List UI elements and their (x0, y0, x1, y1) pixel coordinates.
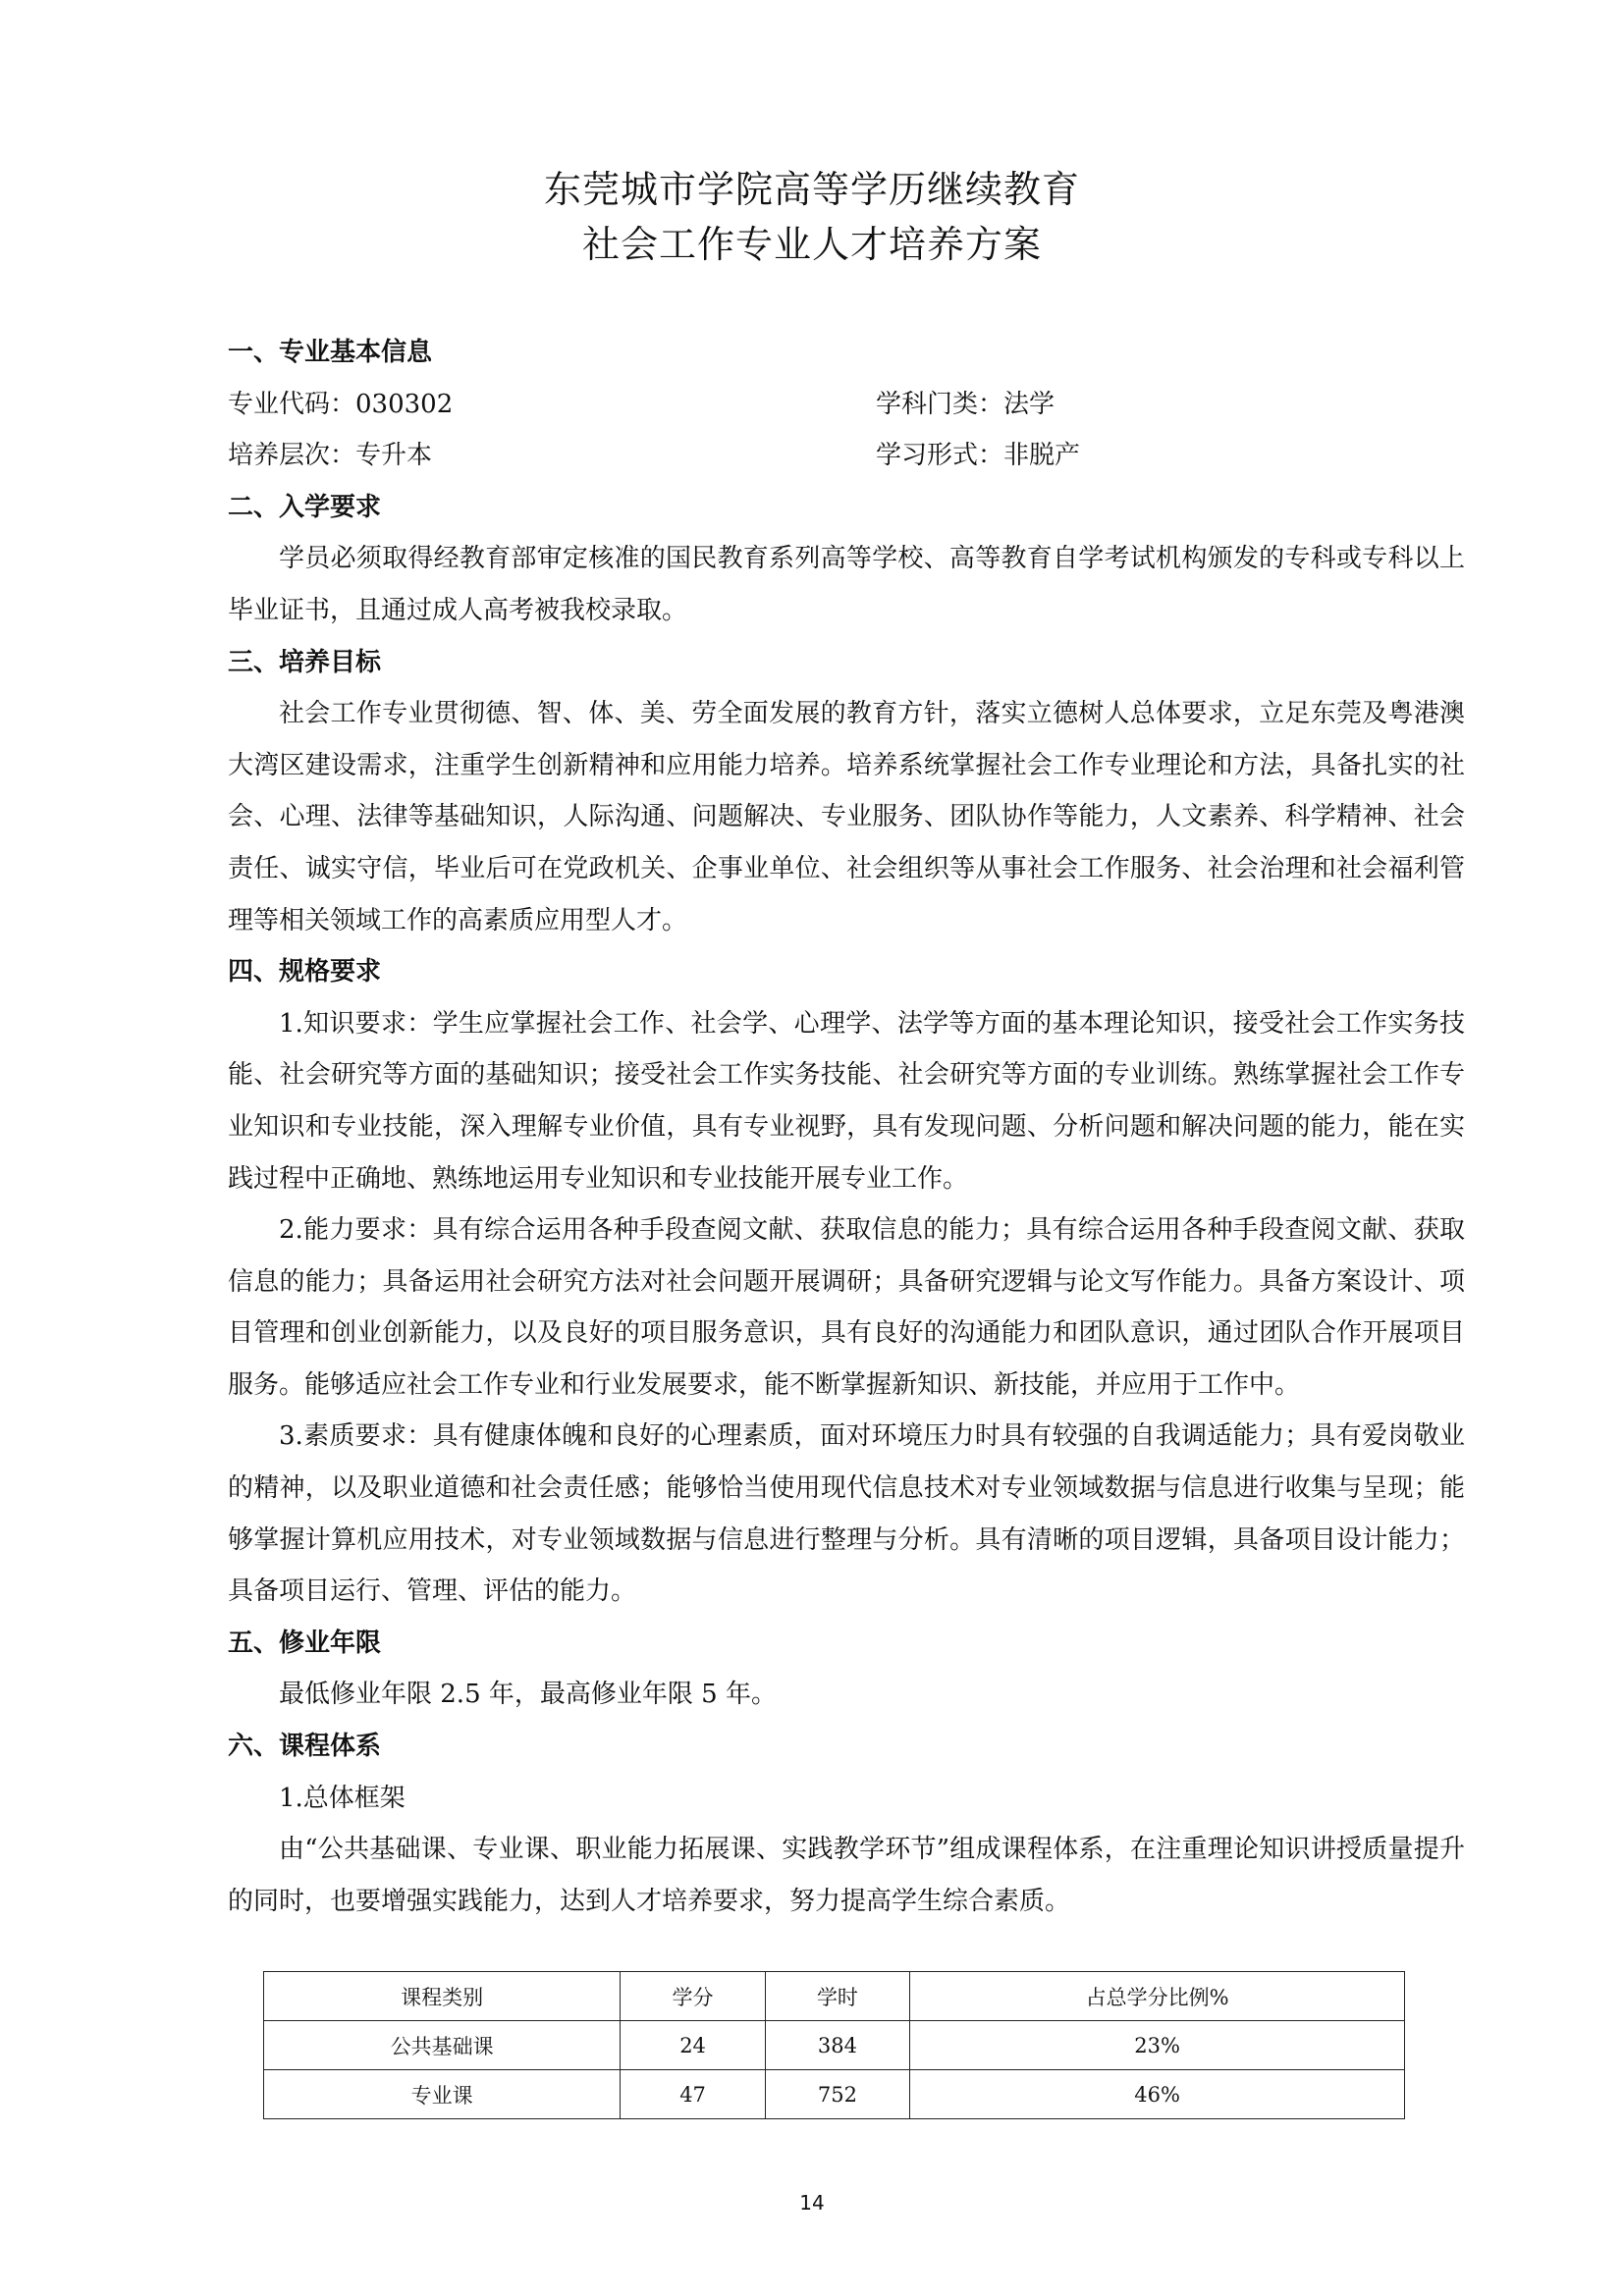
study-mode: 学习形式：非脱产 (876, 441, 1081, 471)
goals-text: 社会工作专业贯彻德、智、体、美、劳全面发展的教育方针，落实立德树人总体要求，立足东莞及粤港澳大湾区建设需求，注重学生创新精神和应用能力培养。培养系统掌握社会工作专业理论和方法，具备扎实的社会、心理、法律等基础知识，人际沟通、问题解决、专业服务、团队协作等能力，人文素养、科学精神、社会责任、诚实守信，毕业后可在党政机关、企事业单位、社会组织等从事社会工作服务、社会治理和社会福利管理等相关领域工作的高素质应用型人才。 (228, 699, 1465, 935)
info-row-2 (228, 430, 1465, 482)
info-row-1 (228, 379, 1465, 431)
table-cell: 47 (621, 2070, 765, 2119)
curriculum-text: 由“公共基础课、专业课、职业能力拓展课、实践教学环节”组成课程体系，在注重理论知识讲授质量提升的同时，也要增强实践能力，达到人才培养要求，努力提高学生综合素质。 (228, 1835, 1465, 1916)
table-header-cell: 学时 (765, 1972, 909, 2021)
document-title-line2: 社会工作专业人才培养方案 (581, 223, 1042, 266)
duration-text: 最低修业年限 2.5 年，最高修业年限 5 年。 (279, 1680, 777, 1710)
curriculum-table (263, 1971, 1405, 2119)
table-cell: 公共基础课 (264, 2021, 621, 2070)
admission-text: 学员必须取得经教育部审定核准的国民教育系列高等学校、高等教育自学考试机构颁发的专科或专科以上毕业证书，且通过成人高考被我校录取。 (228, 544, 1465, 625)
quality-requirements: 3.素质要求：具有健康体魄和良好的心理素质，面对环境压力时具有较强的自我调适能力；具有爱岗敬业的精神，以及职业道德和社会责任感；能够恰当使用现代信息技术对专业领域数据与信息进行收集与呈现；能够掌握计算机应用技术，对专业领域数据与信息进行整理与分析。具有清晰的项目逻辑，具备项目设计能力；具备项目运行、管理、评估的能力。 (228, 1421, 1465, 1607)
table-cell: 24 (621, 2021, 765, 2070)
section-heading-duration: 五、修业年限 (228, 1628, 382, 1658)
section-heading-basic-info: 一、专业基本信息 (228, 338, 433, 367)
curriculum-subheading: 1.总体框架 (279, 1783, 406, 1813)
document-title-line1: 东莞城市学院高等学历继续教育 (543, 168, 1080, 211)
table-cell: 384 (765, 2021, 909, 2070)
table-header-row (264, 1972, 1405, 2021)
table-row (264, 2021, 1405, 2070)
discipline-category: 学科门类：法学 (876, 389, 1056, 419)
table-cell: 752 (765, 2070, 909, 2119)
training-level: 培养层次：专升本 (228, 441, 433, 471)
table-header-cell: 占总学分比例% (910, 1972, 1405, 2021)
section-heading-goals: 三、培养目标 (228, 647, 382, 677)
page-number: 14 (799, 2191, 825, 2215)
table-cell: 46% (910, 2070, 1405, 2119)
section-heading-requirements: 四、规格要求 (228, 957, 382, 988)
table-row (264, 2070, 1405, 2119)
knowledge-requirements: 1.知识要求：学生应掌握社会工作、社会学、心理学、法学等方面的基本理论知识，接受社会工作实务技能、社会研究等方面的基础知识；接受社会工作实务技能、社会研究等方面的专业训练。熟练掌握社会工作专业知识和专业技能，深入理解专业价值，具有专业视野，具有发现问题、分析问题和解决问题的能力，能在实践过程中正确地、熟练地运用专业知识和专业技能开展专业工作。 (228, 1008, 1465, 1194)
document-body (228, 327, 1465, 1927)
table-cell: 专业课 (264, 2070, 621, 2119)
table-header-cell: 课程类别 (264, 1972, 621, 2021)
table-header-cell: 学分 (621, 1972, 765, 2021)
table-cell: 23% (910, 2021, 1405, 2070)
major-code: 专业代码：030302 (228, 389, 454, 419)
section-heading-admission: 二、入学要求 (228, 492, 382, 522)
ability-requirements: 2.能力要求：具有综合运用各种手段查阅文献、获取信息的能力；具有综合运用各种手段查阅文献、获取信息的能力；具备运用社会研究方法对社会问题开展调研；具备研究逻辑与论文写作能力。具备方案设计、项目管理和创业创新能力，以及良好的项目服务意识，具有良好的沟通能力和团队意识，通过团队合作开展项目服务。能够适应社会工作专业和行业发展要求，能不断掌握新知识、新技能，并应用于工作中。 (228, 1215, 1465, 1400)
section-heading-curriculum: 六、课程体系 (228, 1732, 382, 1762)
